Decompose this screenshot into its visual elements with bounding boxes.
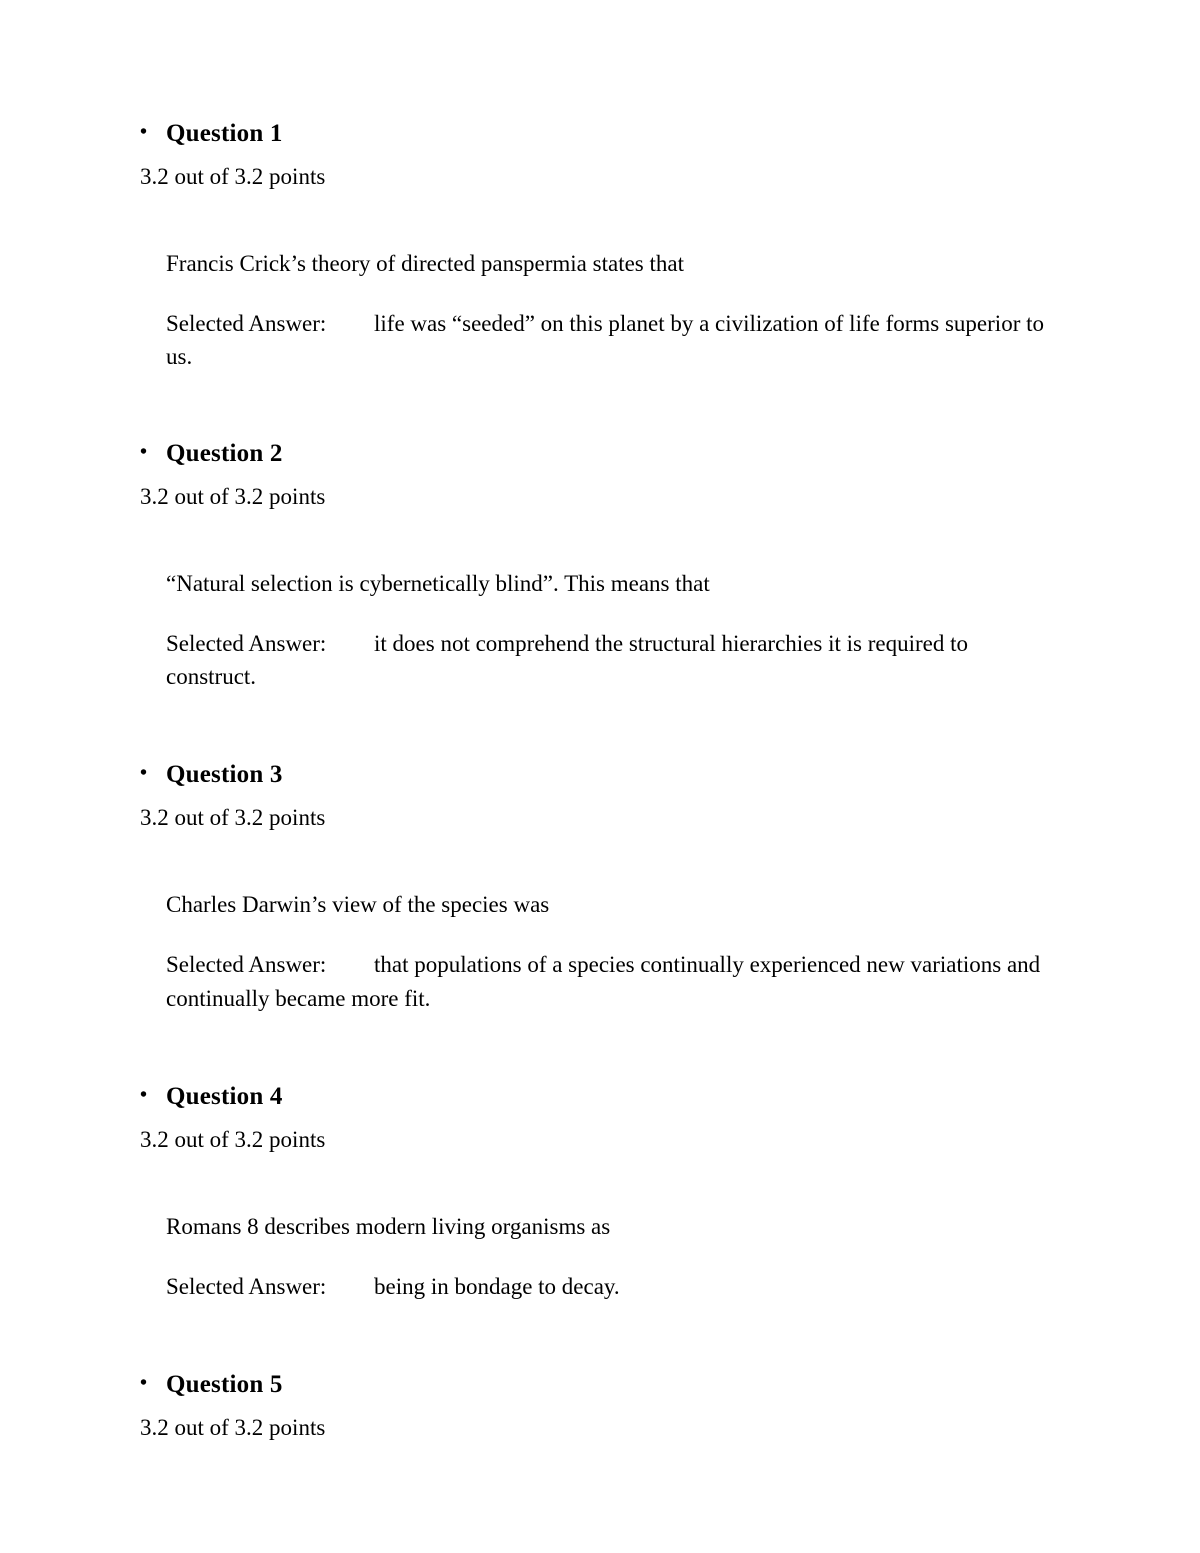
question-block — [140, 761, 1050, 1015]
question-title: Question 5 — [166, 1371, 283, 1399]
bullet-icon: • — [140, 1083, 148, 1106]
selected-answer-row — [166, 948, 1050, 1015]
question-points: 3.2 out of 3.2 points — [140, 1415, 326, 1441]
selected-answer-value: life was “seeded” on this planet by a civilization of life forms superior to us. — [166, 310, 1044, 370]
selected-answer-value: it does not comprehend the structural hierarchies it is required to construct. — [166, 630, 968, 689]
selected-answer-label: Selected Answer: — [166, 310, 327, 336]
question-block — [140, 440, 1050, 694]
bullet-icon: • — [140, 762, 148, 785]
question-prompt: “Natural selection is cybernetically blind”. This means that — [166, 570, 710, 596]
question-body — [166, 248, 1050, 374]
question-body — [166, 1211, 1050, 1303]
question-heading — [140, 1083, 1050, 1111]
bullet-icon: • — [140, 440, 148, 463]
selected-answer-row — [166, 627, 1050, 694]
question-block — [140, 120, 1050, 374]
question-title: Question 2 — [166, 439, 283, 467]
bullet-icon: • — [140, 1372, 148, 1395]
question-heading — [140, 120, 1050, 148]
question-prompt: Charles Darwin’s view of the species was — [166, 892, 550, 918]
question-heading — [140, 1371, 1050, 1399]
selected-answer-label: Selected Answer: — [166, 630, 327, 656]
selected-answer-label: Selected Answer: — [166, 952, 327, 978]
question-points: 3.2 out of 3.2 points — [140, 805, 326, 831]
question-block — [140, 1371, 1050, 1443]
selected-answer-value: being in bondage to decay. — [374, 1273, 620, 1299]
question-body — [166, 889, 1050, 1015]
question-heading — [140, 440, 1050, 468]
question-points: 3.2 out of 3.2 points — [140, 1126, 326, 1152]
selected-answer-value: that populations of a species continually experienced new variations and continually became more fit. — [166, 952, 1041, 1011]
bullet-icon: • — [140, 121, 148, 143]
selected-answer-label: Selected Answer: — [166, 1273, 327, 1299]
question-prompt: Romans 8 describes modern living organisms as — [166, 1213, 611, 1239]
question-block — [140, 1083, 1050, 1303]
selected-answer-row — [166, 307, 1050, 374]
question-title: Question 3 — [166, 761, 283, 789]
question-points: 3.2 out of 3.2 points — [140, 483, 326, 509]
question-body — [166, 568, 1050, 694]
question-title: Question 4 — [166, 1082, 283, 1110]
question-title: Question 1 — [166, 120, 283, 147]
question-prompt: Francis Crick’s theory of directed panspermia states that — [166, 250, 684, 276]
question-heading — [140, 761, 1050, 789]
selected-answer-row — [166, 1270, 1050, 1303]
question-points: 3.2 out of 3.2 points — [140, 164, 326, 189]
